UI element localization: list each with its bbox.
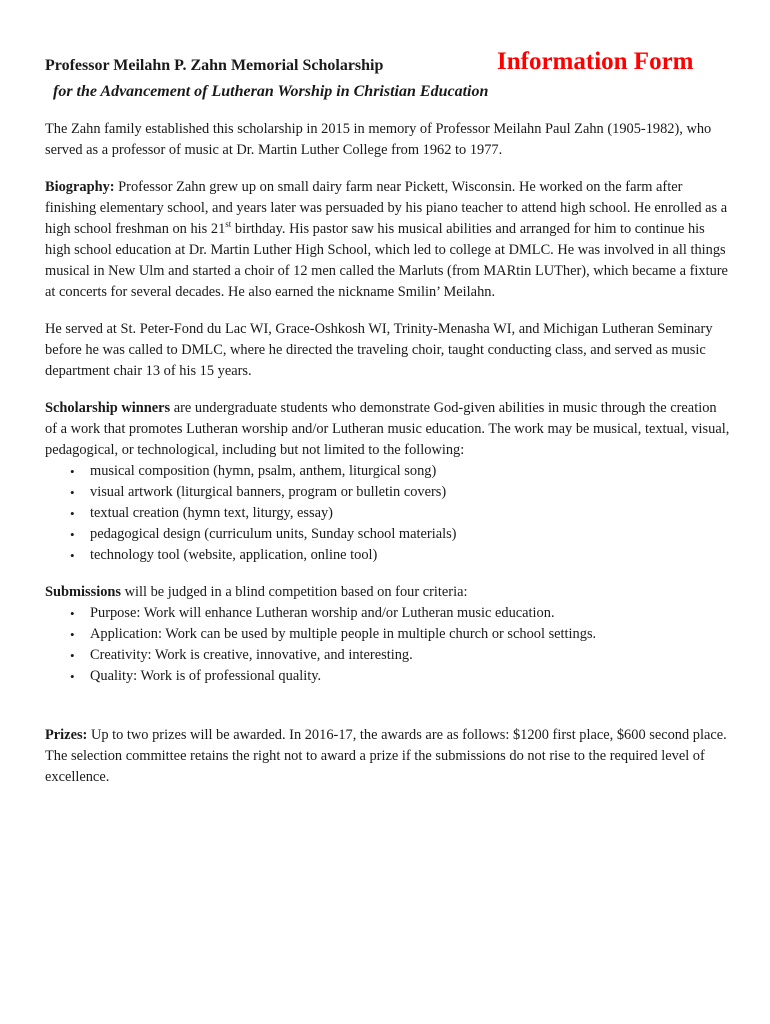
criteria-list [45, 603, 730, 687]
submissions-label: Submissions [45, 584, 121, 600]
bullet-icon: • [70, 606, 75, 621]
bullet-icon: • [70, 464, 75, 479]
bullet-icon: • [70, 485, 75, 500]
submissions-paragraph [45, 582, 730, 603]
bullet-icon: • [70, 669, 75, 684]
bullet-icon: • [70, 627, 75, 642]
winners-label: Scholarship winners [45, 400, 171, 416]
list-item-text: Creativity: Work is creative, innovative, and interesting. [90, 647, 413, 663]
bullet-icon: • [70, 506, 75, 521]
prizes-label: Prizes: [45, 727, 88, 743]
bullet-icon: • [70, 548, 75, 563]
scholarship-title: Professor Meilahn P. Zahn Memorial Scholarship [45, 57, 384, 74]
list-item [70, 624, 730, 645]
bullet-icon: • [70, 648, 75, 663]
biography-text-2: birthday. His pastor saw his musical abilities and arranged for him to continue his high school education at Dr. Martin Luther High School, which led to college at DMLC. He was involved in all things musical in New Ulm and started a choir of 12 men called the Marluts (from MARtin LUTher), which became a fixture at concerts for several decades. He also earned the nickname Smilin’ Meilahn. [45, 221, 728, 300]
biography-label: Biography: [45, 179, 115, 195]
winners-paragraph [45, 398, 730, 461]
list-item-text: visual artwork (liturgical banners, program or bulletin covers) [90, 484, 447, 500]
submissions-text: will be judged in a blind competition based on four criteria: [121, 584, 468, 600]
biography-paragraph [45, 177, 730, 303]
list-item-text: pedagogical design (curriculum units, Sunday school materials) [90, 526, 457, 542]
intro-paragraph: The Zahn family established this scholarship in 2015 in memory of Professor Meilahn Paul Zahn (1905-1982), who served as a professor of music at Dr. Martin Luther College from 1962 to 1977. [45, 121, 712, 158]
form-label: Information Form [497, 48, 694, 75]
list-item-text: textual creation (hymn text, liturgy, essay) [90, 505, 333, 521]
list-item [70, 666, 730, 687]
list-item [70, 503, 730, 524]
list-item [70, 524, 730, 545]
bullet-icon: • [70, 527, 75, 542]
list-item [70, 545, 730, 566]
list-item [70, 461, 730, 482]
scholarship-subtitle: for the Advancement of Lutheran Worship in Christian Education [53, 83, 489, 100]
list-item [70, 603, 730, 624]
list-item-text: Quality: Work is of professional quality. [90, 668, 322, 684]
biography-ordinal-suffix: st [225, 219, 232, 229]
list-item-text: Purpose: Work will enhance Lutheran worship and/or Lutheran music education. [90, 605, 555, 621]
list-item [70, 482, 730, 503]
prizes-text: Up to two prizes will be awarded. In 2016-17, the awards are as follows: $1200 first place, $600 second place. The selection committee retains the right not to award a prize if the submissions do not rise to the required level of excellence. [45, 727, 727, 785]
list-item-text: technology tool (website, application, online tool) [90, 547, 378, 563]
biography-text-1: Professor Zahn grew up on small dairy farm near Pickett, Wisconsin. He worked on the farm after finishing elementary school, and years later was persuaded by his piano teacher to attend high school. He enrolled as a high school freshman on his 21 [45, 179, 728, 237]
winners-text: are undergraduate students who demonstrate God-given abilities in music through the creation of a work that promotes Lutheran worship and/or Lutheran music education. The work may be musical, textual, visual, pedagogical, or technological, including but not limited to the following: [45, 400, 730, 458]
prizes-paragraph [45, 725, 730, 788]
list-item-text: musical composition (hymn, psalm, anthem, liturgical song) [90, 463, 437, 479]
service-paragraph: He served at St. Peter-Fond du Lac WI, Grace-Oshkosh WI, Trinity-Menasha WI, and Michigan Lutheran Seminary before he was called to DMLC, where he directed the traveling choir, taught conducting class, and served as music department chair 13 of his 15 years. [45, 321, 713, 379]
work-types-list [45, 461, 730, 566]
header [45, 47, 730, 81]
list-item [70, 645, 730, 666]
list-item-text: Application: Work can be used by multiple people in multiple church or school settings. [90, 626, 597, 642]
